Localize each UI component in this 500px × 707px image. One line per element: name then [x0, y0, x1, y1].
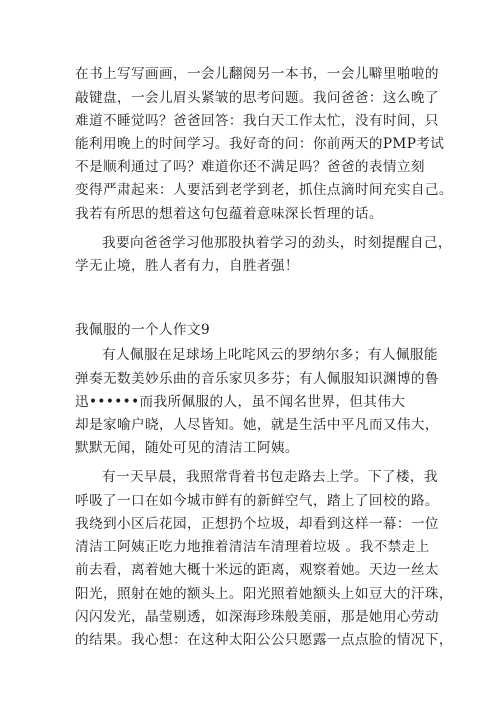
- text-line-23: 的结果。我心想：在这种太阳公公只愿露一点点脸的情况下，: [75, 632, 453, 648]
- text-line-3: 难道不睡觉吗？爸爸回答：我白天工作太忙，没有时间，只: [75, 113, 439, 129]
- text-line-6: 变得严肃起来：人要活到老学到老，抓住点滴时间充实自己。: [75, 182, 453, 198]
- text-line-16: 有一天早晨，我照常背着书包走路去上学。下了楼，我: [102, 469, 438, 485]
- text-line-5: 不是顺利通过了吗？难道你还不满足吗？爸爸的表情立刻: [75, 159, 425, 175]
- text-line-19: 清洁工阿姨正吃力地推着清洁车清理着垃圾 。我不禁走上: [75, 539, 430, 555]
- text-line-20: 前去看，离着她大概十米远的距离，观察着她。天边一丝太: [75, 562, 439, 578]
- text-line-1: 在书上写写画画，一会儿翻阅另一本书，一会儿噼里啪啦的: [75, 66, 439, 82]
- text-line-9: 学无止境，胜人者有力，自胜者强！: [75, 258, 299, 274]
- text-line-7: 我若有所思的想着这句包蕴着意味深长哲理的话。: [75, 206, 383, 222]
- text-line-12: 弹奏无数美妙乐曲的音乐家贝多芬；有人佩服知识渊博的鲁: [75, 371, 439, 387]
- text-line-15: 默默无闻，随处可见的清洁工阿姨。: [75, 440, 299, 456]
- text-line-11: 有人佩服在足球场上叱咤风云的罗纳尔多；有人佩服能: [102, 347, 438, 363]
- section-heading: 我佩服的一个人作文9: [75, 322, 210, 338]
- text-line-14: 却是家喻户晓，人尽皆知。她，就是生活中平凡而又伟大，: [75, 417, 439, 433]
- text-line-18: 我绕到小区后花园，正想扔个垃圾，却看到这样一幕：一位: [75, 516, 439, 532]
- text-line-2: 敲键盘，一会儿眉头紧皱的思考问题。我问爸爸：这么晚了: [75, 90, 439, 106]
- text-line-8: 我要向爸爸学习他那股执着学习的劲头，时刻提醒自己，: [102, 235, 452, 251]
- text-line-22: 闪闪发光，晶莹剔透，如深海珍珠般美丽，那是她用心劳动: [75, 609, 439, 625]
- text-line-17: 呼吸了一口在如今城市鲜有的新鲜空气，踏上了回校的路。: [75, 493, 439, 509]
- text-line-13: 迅••••••而我所佩服的人，虽不闻名世界，但其伟大: [75, 394, 406, 410]
- text-line-4: 能利用晚上的时间学习。我好奇的问：你前两天的PMP考试: [75, 136, 445, 152]
- text-line-21: 阳光，照射在她的额头上。阳光照着她额头上如豆大的汗珠，: [75, 586, 453, 602]
